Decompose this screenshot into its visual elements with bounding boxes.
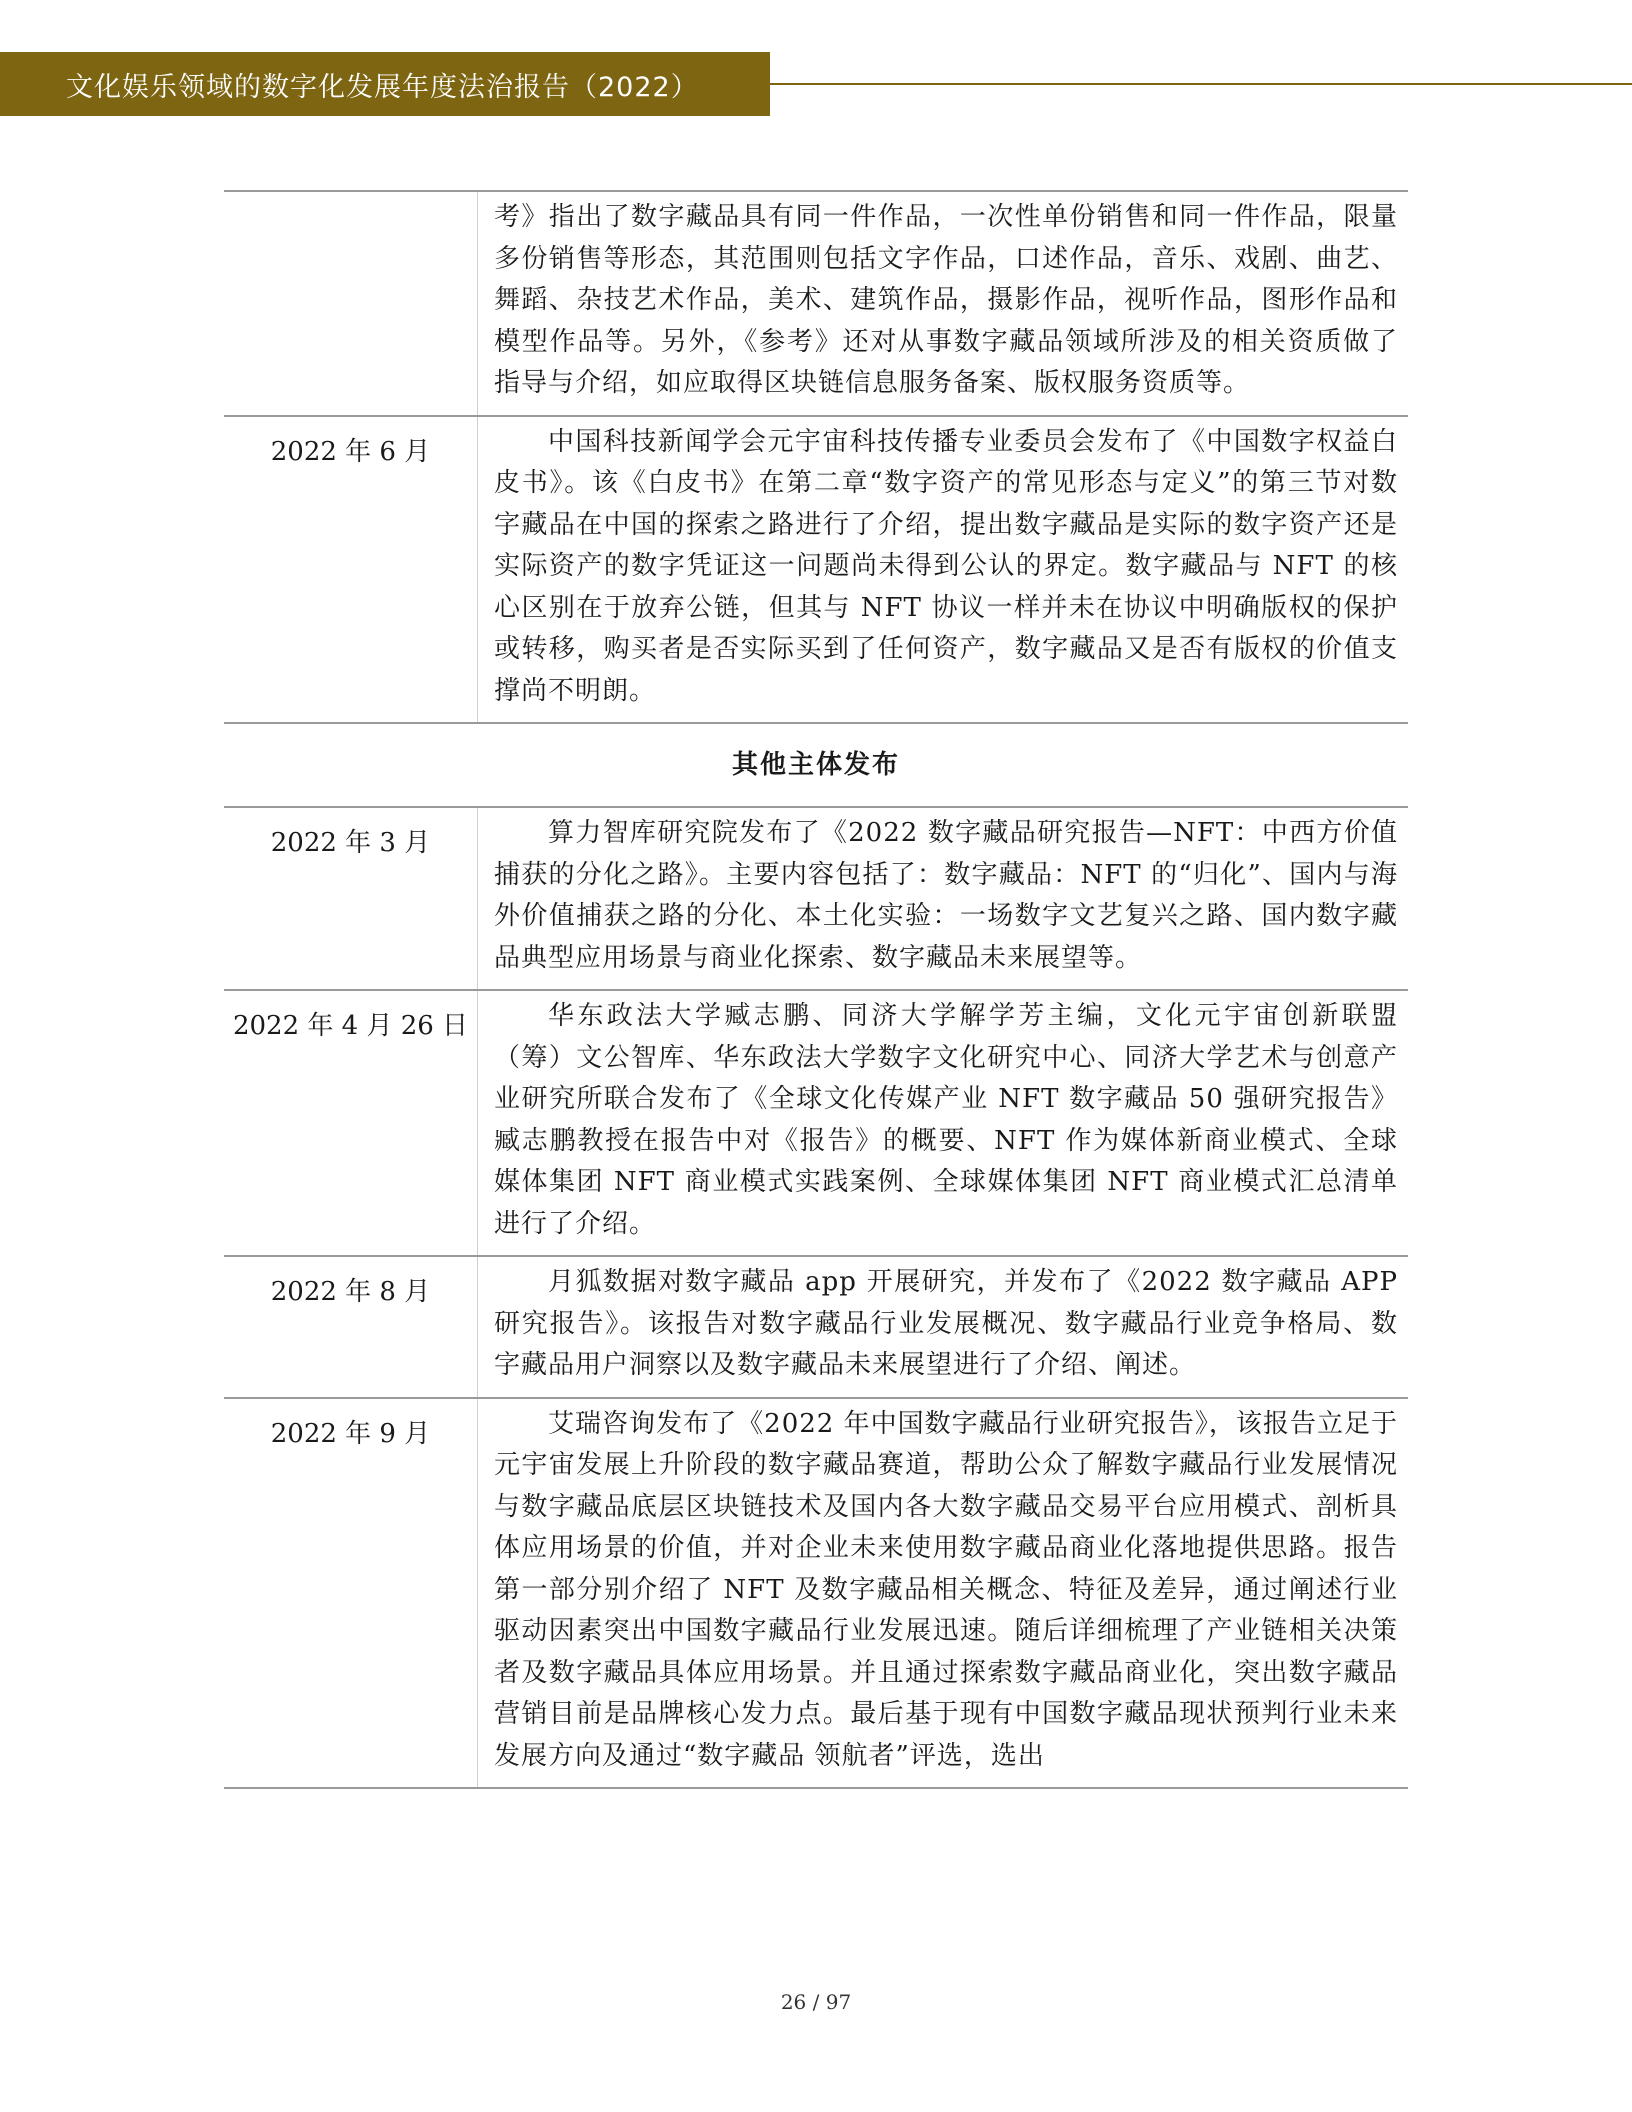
table-row xyxy=(224,991,1408,1257)
date-cell: 2022 年 9 月 xyxy=(224,1399,478,1788)
table-row xyxy=(224,808,1408,991)
content-cell: 考》指出了数字藏品具有同一件作品，一次性单份销售和同一件作品，限量多份销售等形态，其范围则包括文字作品，口述作品，音乐、戏剧、曲艺、舞蹈、杂技艺术作品，美术、建筑作品，摄影作品，视听作品，图形作品和模型作品等。另外，《参考》还对从事数字藏品领域所涉及的相关资质做了指导与介绍，如应取得区块链信息服务备案、版权服务资质等。 xyxy=(494,202,1398,398)
content-cell: 月狐数据对数字藏品 app 开展研究，并发布了《2022 数字藏品 APP 研究报告》。该报告对数字藏品行业发展概况、数字藏品行业竞争格局、数字藏品用户洞察以及数字藏品未来展望进行了介绍、阐述。 xyxy=(494,1267,1398,1380)
date-cell: 2022 年 8 月 xyxy=(224,1257,478,1397)
header-band xyxy=(0,52,770,116)
date-cell xyxy=(224,192,478,415)
table-row xyxy=(224,1399,1408,1790)
content-cell: 中国科技新闻学会元宇宙科技传播专业委员会发布了《中国数字权益白皮书》。该《白皮书》在第二章“数字资产的常见形态与定义”的第三节对数字藏品在中国的探索之路进行了介绍，提出数字藏品是实际的数字资产还是实际资产的数字凭证这一问题尚未得到公认的界定。数字藏品与 NFT 的核心区别在于放弃公链，但其与 NFT 协议一样并未在协议中明确版权的保护或转移，购买者是否实际买到了任何资产，数字藏品又是否有版权的价值支撑尚不明朗。 xyxy=(494,426,1398,706)
date-cell: 2022 年 4 月 26 日 xyxy=(224,991,478,1255)
date-cell: 2022 年 6 月 xyxy=(224,417,478,723)
document-title: 文化娱乐领域的数字化发展年度法治报告（2022） xyxy=(66,71,699,103)
timeline-table xyxy=(224,190,1408,1789)
date-cell: 2022 年 3 月 xyxy=(224,808,478,989)
table-row xyxy=(224,417,1408,725)
table-row xyxy=(224,190,1408,417)
header-rule xyxy=(770,83,1632,85)
section-title: 其他主体发布 xyxy=(731,750,900,780)
content-cell: 算力智库研究院发布了《2022 数字藏品研究报告—NFT：中西方价值捕获的分化之路》。主要内容包括了：数字藏品：NFT 的“归化”、国内与海外价值捕获之路的分化、本土化实验：一场数字文艺复兴之路、国内数字藏品典型应用场景与商业化探索、数字藏品未来展望等。 xyxy=(494,818,1398,973)
table-row xyxy=(224,1257,1408,1399)
content-cell: 艾瑞咨询发布了《2022 年中国数字藏品行业研究报告》，该报告立足于元宇宙发展上升阶段的数字藏品赛道，帮助公众了解数字藏品行业发展情况与数字藏品底层区块链技术及国内各大数字藏品交易平台应用模式、剖析具体应用场景的价值，并对企业未来使用数字藏品商业化落地提供思路。报告第一部分别介绍了 NFT 及数字藏品相关概念、特征及差异，通过阐述行业驱动因素突出中国数字藏品行业发展迅速。随后详细梳理了产业链相关决策者及数字藏品具体应用场景。并且通过探索数字藏品商业化，突出数字藏品营销目前是品牌核心发力点。最后基于现有中国数字藏品现状预判行业未来发展方向及通过“数字藏品 领航者”评选，选出 xyxy=(494,1408,1398,1771)
page-number: 26 / 97 xyxy=(780,1990,852,2014)
section-header xyxy=(224,724,1408,808)
content-cell: 华东政法大学臧志鹏、同济大学解学芳主编，文化元宇宙创新联盟（筹）文公智库、华东政法大学数字文化研究中心、同济大学艺术与创意产业研究所联合发布了《全球文化传媒产业 NFT 数字藏品 50 强研究报告》臧志鹏教授在报告中对《报告》的概要、NFT 作为媒体新商业模式、全球媒体集团 NFT 商业模式实践案例、全球媒体集团 NFT 商业模式汇总清单进行了介绍。 xyxy=(494,1001,1398,1239)
